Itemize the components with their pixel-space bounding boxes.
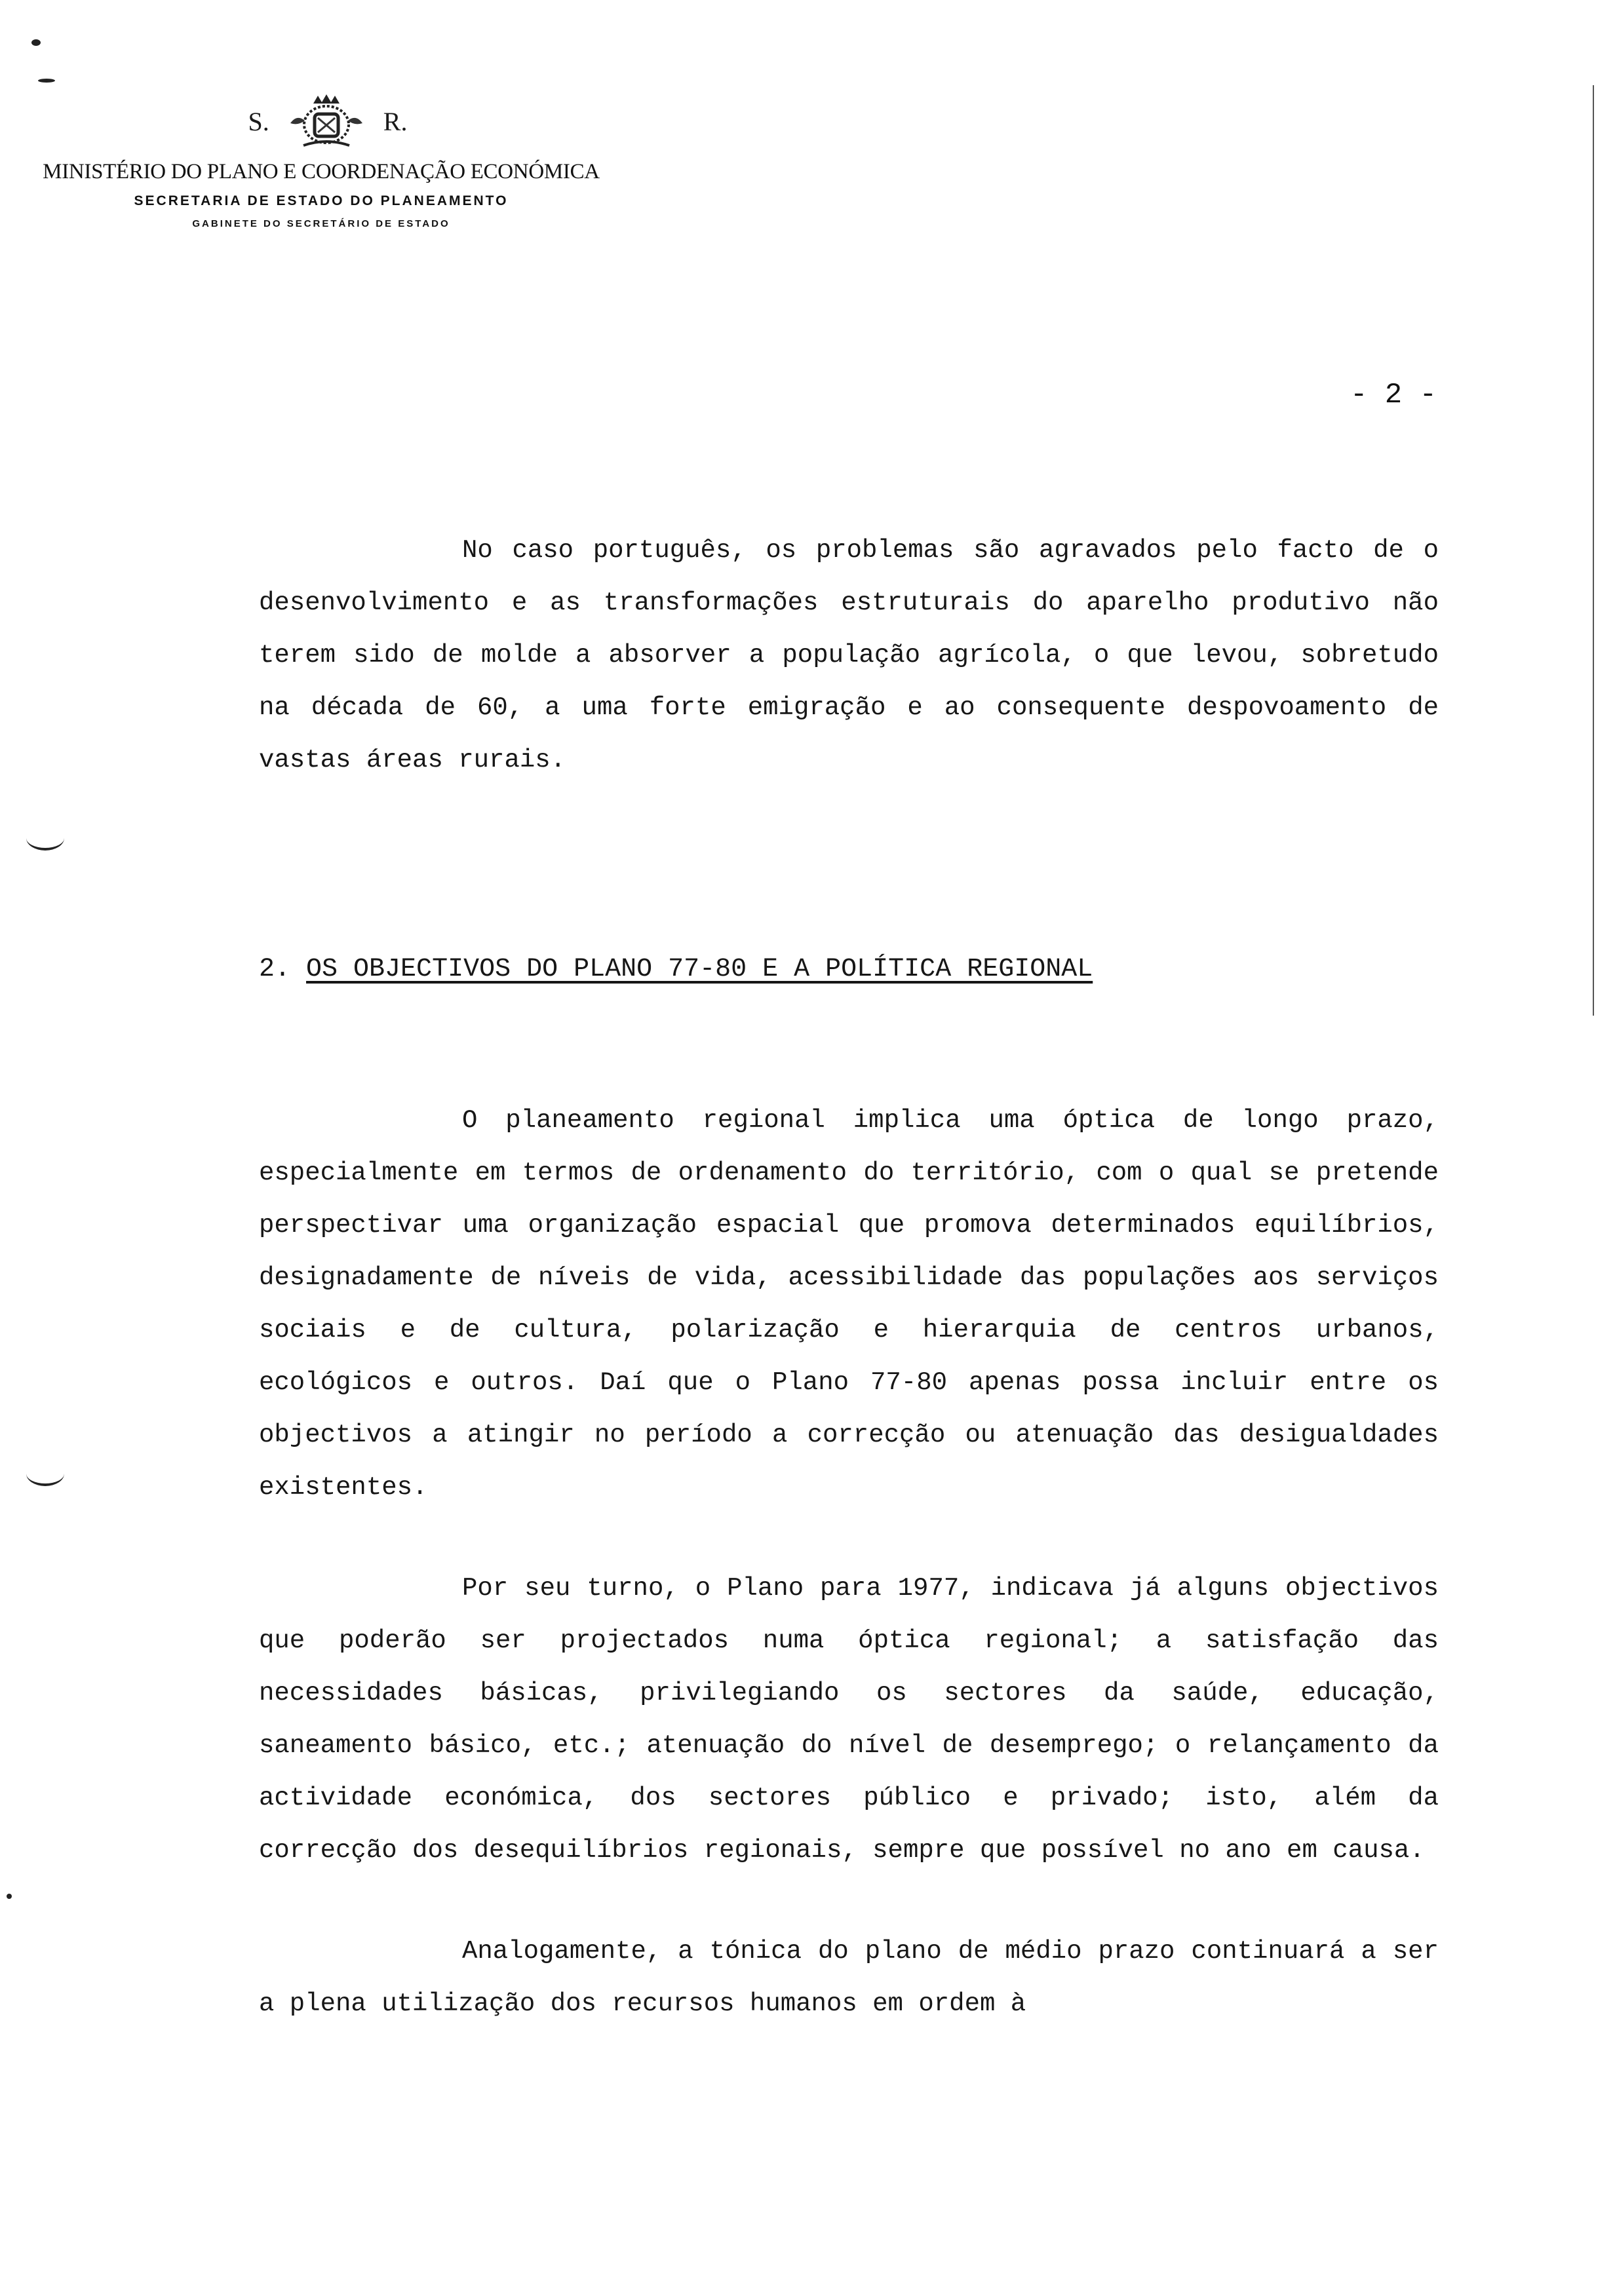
paragraph-regional-planning: O planeamento regional implica uma óptica de longo prazo, especialmente em termos de ordenamento do território, com o qual se pretende perspectivar uma organização espacial que promova determinados equilíbrios, designadamente de níveis de vida, acessibilidade das populações aos serviços sociais e de cultura, polarização e hierarquia de centros urbanos, ecológicos e outros. Daí que o Plano 77-80 apenas possa incluir entre os objectivos a atingir no período a correcção ou atenuação das desigualdades existentes. — [259, 1106, 1439, 1502]
scan-speck — [38, 79, 55, 83]
ministry-name: MINISTÉRIO DO PLANO E COORDENAÇÃO ECONÓMICA — [43, 160, 600, 183]
section-title: OS OBJECTIVOS DO PLANO 77-80 E A POLÍTICA REGIONAL — [306, 955, 1093, 984]
section-number: 2. — [259, 955, 291, 984]
letterhead-left-letter: S. — [248, 106, 269, 136]
margin-pencil-mark — [26, 1461, 64, 1486]
document-body — [259, 524, 1439, 2030]
letterhead-right-letter: R. — [383, 106, 408, 136]
cabinet-name: GABINETE DO SECRETÁRIO DE ESTADO — [192, 218, 450, 229]
page-number: - 2 - — [1350, 379, 1437, 411]
paragraph-emigration: No caso português, os problemas são agravados pelo facto de o desenvolvimento e as transformações estruturais do aparelho produtivo não terem sido de molde a absorver a população agrícola, o que levou, sobretudo na década de 60, a uma forte emigração e ao consequente despovoamento de vastas áreas rurais. — [259, 536, 1439, 775]
scan-speck — [7, 1894, 12, 1899]
paragraph-plan-1977: Por seu turno, o Plano para 1977, indicava já alguns objectivos que poderão ser projectados numa óptica regional; a satisfação das necessidades básicas, privilegiando os sectores da saúde, educação, saneamento básico, etc.; atenuação do nível de desemprego; o relançamento da actividade económica, dos sectores público e privado; isto, além da correcção dos desequilíbrios regionais, sempre que possível no ano em causa. — [259, 1574, 1439, 1865]
letterhead-emblem-row — [33, 92, 623, 151]
scan-speck — [31, 39, 41, 46]
paragraph-medium-term-plan: Analogamente, a tónica do plano de médio prazo continuará a ser a plena utilização dos recursos humanos em ordem à — [259, 1937, 1439, 2018]
page-edge-line — [1593, 85, 1594, 1016]
secretariat-name: SECRETARIA DE ESTADO DO PLANEAMENTO — [134, 193, 509, 208]
coat-of-arms-icon — [284, 92, 369, 151]
letterhead — [20, 92, 623, 229]
margin-pencil-mark — [26, 826, 64, 851]
section-heading — [259, 944, 1439, 996]
